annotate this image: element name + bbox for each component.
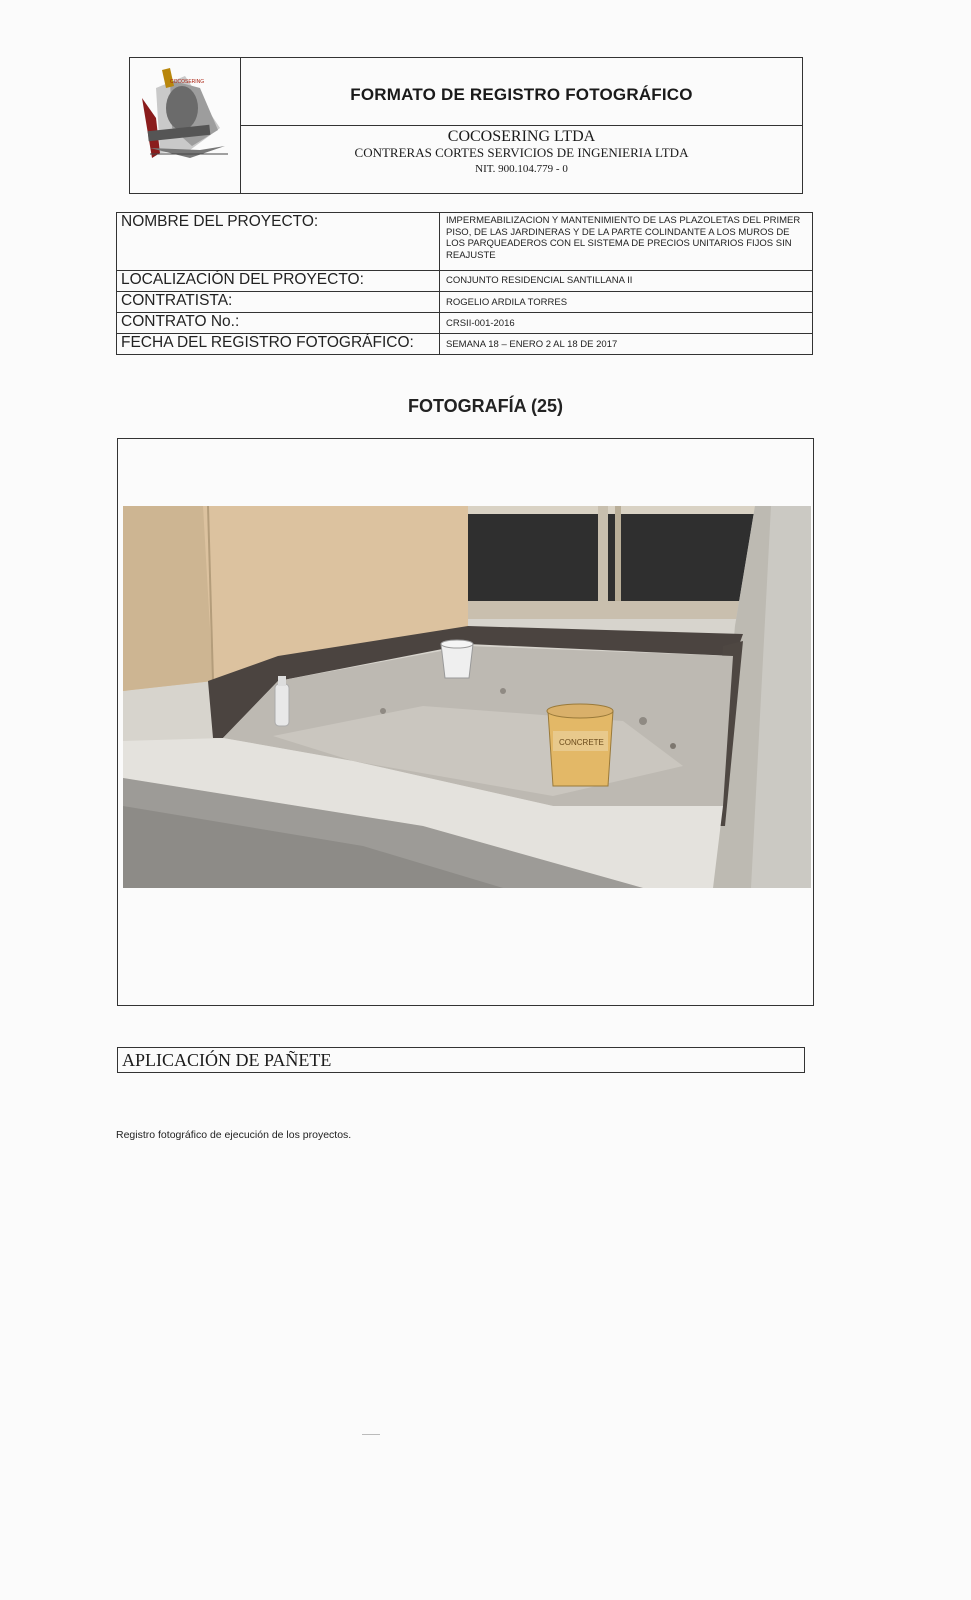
project-location-label: LOCALIZACIÓN DEL PROYECTO: bbox=[116, 270, 439, 291]
photo-frame bbox=[117, 438, 814, 1006]
contractor-value: ROGELIO ARDILA TORRES bbox=[439, 291, 813, 312]
project-name-value: IMPERMEABILIZACION Y MANTENIMIENTO DE LAS PLAZOLETAS DEL PRIMER PISO, DE LAS JARDINERAS Y DE LA PARTE COLINDANTE A LOS MUROS DE LOS PARQUEADEROS CON EL SISTEMA DE PRECIOS UNITARIOS FIJOS SIN REAJUSTE bbox=[439, 212, 813, 270]
contractor-label: CONTRATISTA: bbox=[116, 291, 439, 312]
document-header bbox=[129, 57, 803, 194]
footer-note: Registro fotográfico de ejecución de los proyectos. bbox=[116, 1129, 352, 1141]
company-name: COCOSERING LTDA bbox=[447, 128, 596, 145]
photo-record-date-value: SEMANA 18 – ENERO 2 AL 18 DE 2017 bbox=[439, 333, 813, 354]
photo-caption: APLICACIÓN DE PAÑETE bbox=[117, 1047, 805, 1073]
site-photo-illustration bbox=[123, 506, 811, 888]
project-location-value: CONJUNTO RESIDENCIAL SANTILLANA II bbox=[439, 270, 813, 291]
company-nit: NIT. 900.104.779 - 0 bbox=[475, 163, 568, 175]
page-mark bbox=[362, 1434, 380, 1435]
photo-number-title: FOTOGRAFÍA (25) bbox=[407, 396, 563, 416]
photo-record-date-label: FECHA DEL REGISTRO FOTOGRÁFICO: bbox=[116, 333, 439, 354]
contract-number-value: CRSII-001-2016 bbox=[439, 312, 813, 333]
bucket-label: CONCRETE bbox=[559, 738, 604, 747]
form-title: FORMATO DE REGISTRO FOTOGRÁFICO bbox=[241, 58, 802, 126]
table-bottom-rule bbox=[116, 354, 813, 355]
company-info bbox=[241, 126, 802, 193]
site-photo bbox=[123, 506, 811, 888]
company-full-name: CONTRERAS CORTES SERVICIOS DE INGENIERIA LTDA bbox=[354, 145, 689, 160]
logo-cell bbox=[130, 58, 241, 193]
svg-text:COCOSERING: COCOSERING bbox=[170, 79, 205, 85]
project-name-label: NOMBRE DEL PROYECTO: bbox=[116, 212, 439, 270]
contract-number-label: CONTRATO No.: bbox=[116, 312, 439, 333]
company-seal-logo bbox=[130, 58, 241, 193]
project-info-table bbox=[116, 212, 813, 355]
